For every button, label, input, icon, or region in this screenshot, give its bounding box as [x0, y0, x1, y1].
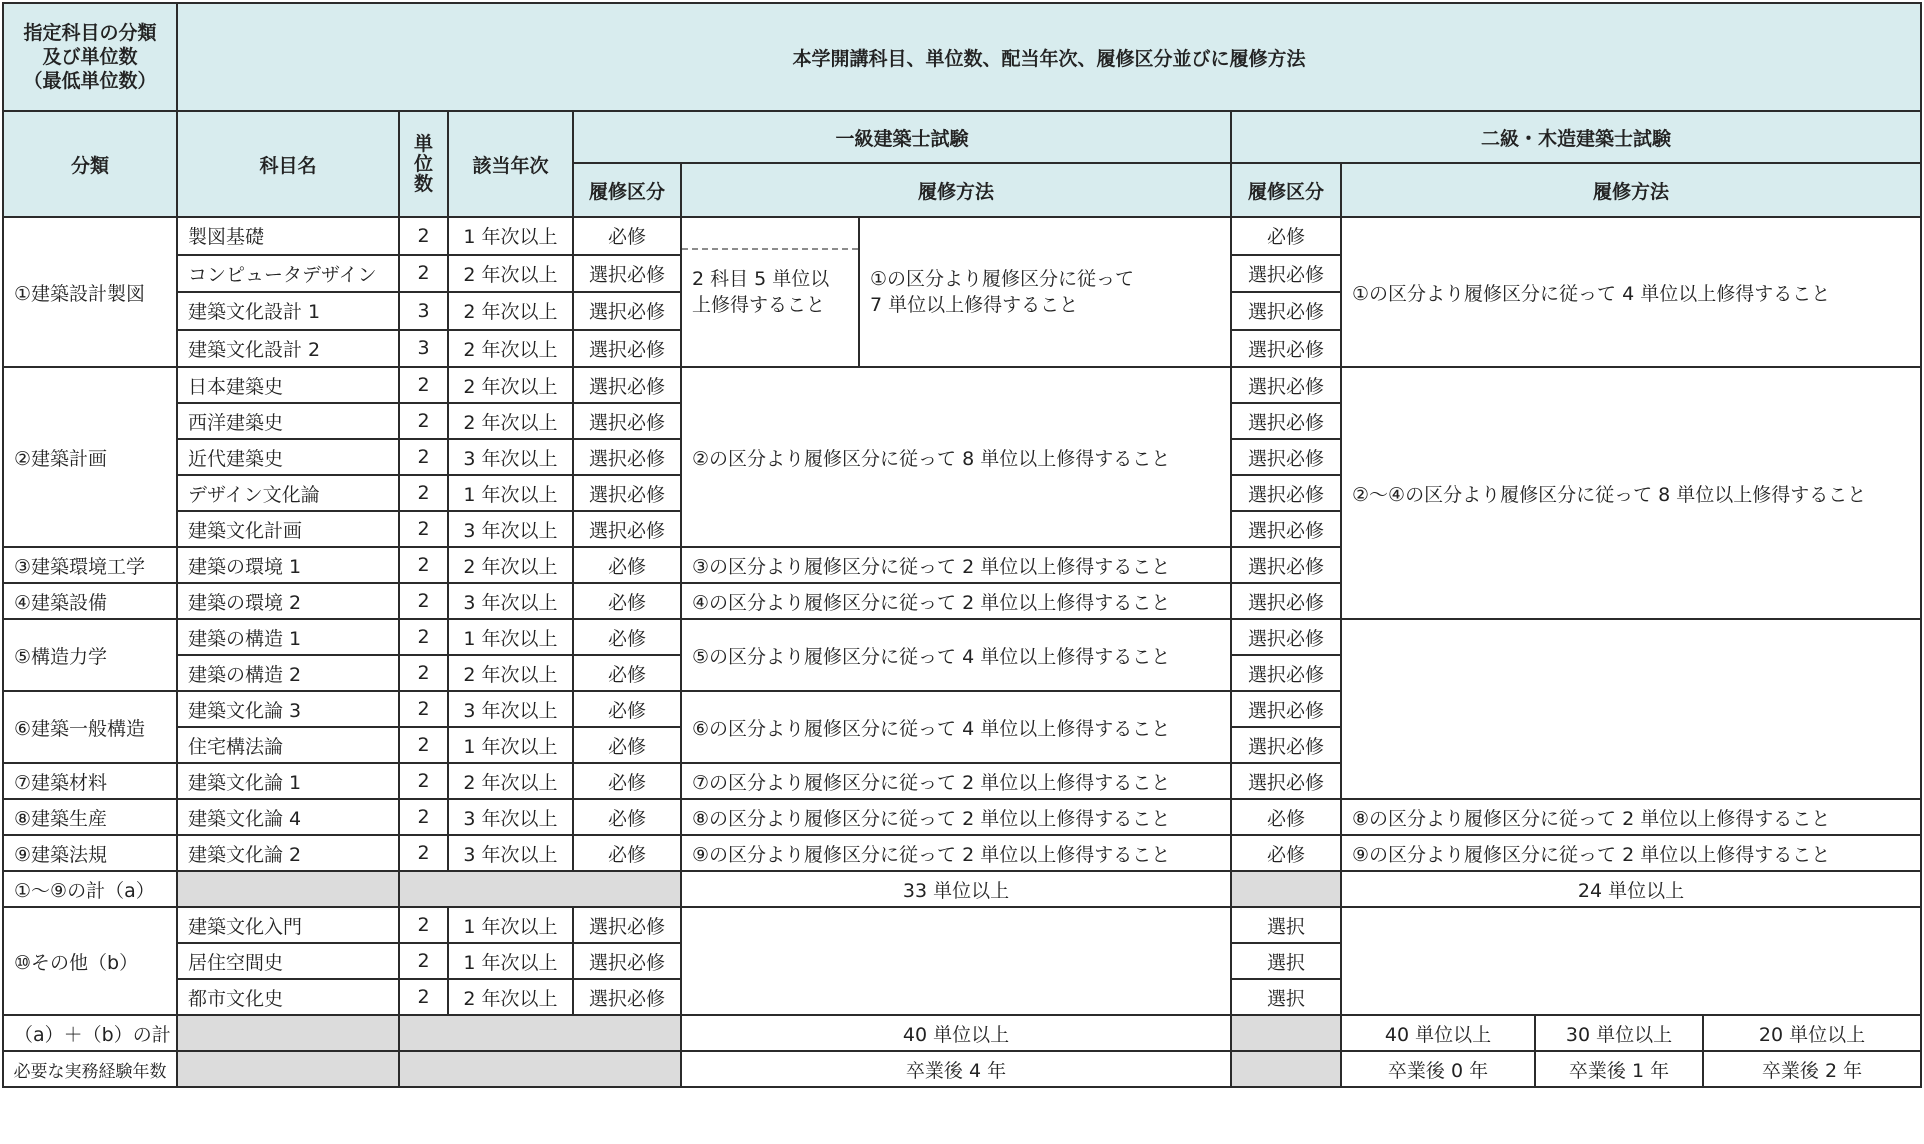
exam1-kubun: 選択必修: [573, 475, 681, 511]
col-year-header: 該当年次: [448, 111, 573, 217]
subject-name: 日本建築史: [177, 367, 399, 403]
units-value: 2: [399, 727, 448, 763]
curriculum-table: [2, 2, 1922, 1088]
exam1-kubun: 必修: [573, 619, 681, 655]
exam1-method-3: ③の区分より履修区分に従って 2 単位以上修得すること: [681, 547, 1231, 583]
category-cell: ④建築設備: [3, 583, 177, 619]
exam1-method-empty: [681, 907, 1231, 1015]
subject-name: 住宅構法論: [177, 727, 399, 763]
exam1-kubun: 必修: [573, 727, 681, 763]
year-value: 3 年次以上: [448, 835, 573, 871]
exam1-kubun: 必修: [573, 547, 681, 583]
units-value: 2: [399, 255, 448, 293]
exam2-kubun: 選択必修: [1231, 330, 1341, 368]
exam1-kubun: 必修: [573, 835, 681, 871]
exam2-method-header: 履修方法: [1341, 163, 1921, 217]
exam1-kubun: 選択必修: [573, 292, 681, 330]
exam2-kubun: 選択必修: [1231, 439, 1341, 475]
experience-exam1: 卒業後 4 年: [681, 1051, 1231, 1087]
exam1-kubun: 選択必修: [573, 439, 681, 475]
units-value: 2: [399, 475, 448, 511]
exam1-method-7: ⑦の区分より履修区分に従って 2 単位以上修得すること: [681, 763, 1231, 799]
units-value: 2: [399, 655, 448, 691]
year-value: 1 年次以上: [448, 907, 573, 943]
category-cell: ⑧建築生産: [3, 799, 177, 835]
sum-a-exam1: 33 単位以上: [681, 871, 1231, 907]
year-value: 1 年次以上: [448, 475, 573, 511]
exam2-kubun: 必修: [1231, 799, 1341, 835]
subject-name: 建築文化論 1: [177, 763, 399, 799]
exam2-kubun: 選択必修: [1231, 619, 1341, 655]
exam1-kubun: 必修: [573, 655, 681, 691]
exam2-kubun: 選択必修: [1231, 727, 1341, 763]
units-value: 2: [399, 439, 448, 475]
sum-ab-label: （a）＋（b）の計: [3, 1015, 177, 1051]
exam1-kubun: 必修: [573, 691, 681, 727]
exam2-kubun: 選択必修: [1231, 255, 1341, 293]
year-value: 2 年次以上: [448, 292, 573, 330]
exam2-kubun-header: 履修区分: [1231, 163, 1341, 217]
units-value: 3: [399, 330, 448, 368]
category-cell: ⑤構造力学: [3, 619, 177, 691]
exam1-kubun: 必修: [573, 763, 681, 799]
exam1-method-1b: ①の区分より履修区分に従って 7 単位以上修得すること: [859, 217, 1231, 367]
subject-name: 居住空間史: [177, 943, 399, 979]
subject-name: 建築文化設計 2: [177, 330, 399, 368]
subject-name: 建築の環境 2: [177, 583, 399, 619]
exam2-method-empty: [1341, 619, 1921, 799]
exam1-kubun: 必修: [573, 217, 681, 255]
exam2-kubun: 選択必修: [1231, 403, 1341, 439]
category-cell: ⑩その他（b）: [3, 907, 177, 1015]
category-cell: ③建築環境工学: [3, 547, 177, 583]
exam1-header: 一級建築士試験: [573, 111, 1231, 163]
exam2-kubun: 選択必修: [1231, 511, 1341, 547]
experience-exam2: 卒業後 0 年: [1341, 1051, 1535, 1087]
units-value: 2: [399, 691, 448, 727]
subject-name: 都市文化史: [177, 979, 399, 1015]
exam1-kubun: 必修: [573, 799, 681, 835]
sum-ab-exam1: 40 単位以上: [681, 1015, 1231, 1051]
exam1-kubun: 選択必修: [573, 255, 681, 293]
subject-name: 建築文化計画: [177, 511, 399, 547]
exam2-kubun: 選択必修: [1231, 367, 1341, 403]
experience-exam2: 卒業後 1 年: [1535, 1051, 1703, 1087]
units-value: 2: [399, 511, 448, 547]
exam2-kubun: 選択: [1231, 943, 1341, 979]
units-value: 2: [399, 835, 448, 871]
exam1-kubun: 選択必修: [573, 511, 681, 547]
category-cell: ⑦建築材料: [3, 763, 177, 799]
sum-ab-exam2: 40 単位以上: [1341, 1015, 1535, 1051]
shaded-cell: [1231, 1015, 1341, 1051]
exam2-method-empty: [1341, 907, 1921, 1015]
category-group-header: 指定科目の分類 及び単位数 （最低単位数）: [3, 3, 177, 111]
units-value: 2: [399, 799, 448, 835]
year-value: 1 年次以上: [448, 619, 573, 655]
units-value: 2: [399, 217, 448, 255]
year-value: 3 年次以上: [448, 439, 573, 475]
col-category-header: 分類: [3, 111, 177, 217]
exam1-method-6: ⑥の区分より履修区分に従って 4 単位以上修得すること: [681, 691, 1231, 763]
exam1-method-cell-a: [681, 217, 859, 367]
subject-name: 近代建築史: [177, 439, 399, 475]
exam2-method-8: ⑧の区分より履修区分に従って 2 単位以上修得すること: [1341, 799, 1921, 835]
exam1-kubun: 選択必修: [573, 403, 681, 439]
year-value: 2 年次以上: [448, 547, 573, 583]
exam1-kubun: 選択必修: [573, 330, 681, 368]
year-value: 2 年次以上: [448, 367, 573, 403]
year-value: 2 年次以上: [448, 330, 573, 368]
exam1-kubun-header: 履修区分: [573, 163, 681, 217]
shaded-cell: [1231, 1051, 1341, 1087]
year-value: 2 年次以上: [448, 763, 573, 799]
exam2-kubun: 選択必修: [1231, 292, 1341, 330]
exam1-method-5: ⑤の区分より履修区分に従って 4 単位以上修得すること: [681, 619, 1231, 691]
experience-exam2: 卒業後 2 年: [1703, 1051, 1921, 1087]
main-title: 本学開講科目、単位数、配当年次、履修区分並びに履修方法: [177, 3, 1921, 111]
exam1-method-9: ⑨の区分より履修区分に従って 2 単位以上修得すること: [681, 835, 1231, 871]
shaded-cell: [177, 1051, 399, 1087]
units-value: 2: [399, 619, 448, 655]
shaded-cell: [1231, 871, 1341, 907]
exam1-kubun: 選択必修: [573, 907, 681, 943]
sum-a-exam2: 24 単位以上: [1341, 871, 1921, 907]
exam1-kubun: 選択必修: [573, 367, 681, 403]
subject-name: コンピュータデザイン: [177, 255, 399, 293]
units-value: 2: [399, 547, 448, 583]
subject-name: 建築文化入門: [177, 907, 399, 943]
year-value: 3 年次以上: [448, 583, 573, 619]
sum-ab-exam2: 20 単位以上: [1703, 1015, 1921, 1051]
units-value: 2: [399, 367, 448, 403]
shaded-cell: [177, 1015, 399, 1051]
subject-name: デザイン文化論: [177, 475, 399, 511]
shaded-cell: [399, 1015, 681, 1051]
exam1-kubun: 必修: [573, 583, 681, 619]
exam1-method-header: 履修方法: [681, 163, 1231, 217]
exam2-kubun: 選択必修: [1231, 691, 1341, 727]
exam1-method-2: ②の区分より履修区分に従って 8 単位以上修得すること: [681, 367, 1231, 547]
exam2-method-2: ②〜④の区分より履修区分に従って 8 単位以上修得すること: [1341, 367, 1921, 619]
sum-ab-exam2: 30 単位以上: [1535, 1015, 1703, 1051]
category-cell: ⑨建築法規: [3, 835, 177, 871]
units-value: 2: [399, 403, 448, 439]
col-subject-header: 科目名: [177, 111, 399, 217]
year-value: 1 年次以上: [448, 943, 573, 979]
dashed-divider: [682, 248, 858, 250]
shaded-cell: [399, 871, 681, 907]
year-value: 3 年次以上: [448, 511, 573, 547]
exam2-header: 二級・木造建築士試験: [1231, 111, 1921, 163]
exam1-method-4: ④の区分より履修区分に従って 2 単位以上修得すること: [681, 583, 1231, 619]
units-value: 2: [399, 907, 448, 943]
units-value: 2: [399, 979, 448, 1015]
year-value: 3 年次以上: [448, 691, 573, 727]
units-value: 3: [399, 292, 448, 330]
exam1-method-8: ⑧の区分より履修区分に従って 2 単位以上修得すること: [681, 799, 1231, 835]
year-value: 1 年次以上: [448, 727, 573, 763]
experience-label: 必要な実務経験年数: [3, 1051, 177, 1087]
exam2-method-1: ①の区分より履修区分に従って 4 単位以上修得すること: [1341, 217, 1921, 367]
year-value: 1 年次以上: [448, 217, 573, 255]
shaded-cell: [399, 1051, 681, 1087]
exam1-method-1a: 2 科目 5 単位以上修得すること: [692, 268, 830, 316]
year-value: 2 年次以上: [448, 255, 573, 293]
exam2-kubun: 選択: [1231, 979, 1341, 1015]
col-units-header: 単 位 数: [399, 111, 448, 217]
sum-a-label: ①〜⑨の計（a）: [3, 871, 177, 907]
subject-name: 建築文化論 2: [177, 835, 399, 871]
units-value: 2: [399, 943, 448, 979]
year-value: 2 年次以上: [448, 403, 573, 439]
year-value: 3 年次以上: [448, 799, 573, 835]
subject-name: 建築文化設計 1: [177, 292, 399, 330]
year-value: 2 年次以上: [448, 979, 573, 1015]
units-value: 2: [399, 583, 448, 619]
exam2-kubun: 必修: [1231, 217, 1341, 255]
exam2-kubun: 選択: [1231, 907, 1341, 943]
category-cell: ②建築計画: [3, 367, 177, 547]
subject-name: 建築文化論 4: [177, 799, 399, 835]
exam2-kubun: 選択必修: [1231, 475, 1341, 511]
subject-name: 西洋建築史: [177, 403, 399, 439]
exam2-kubun: 選択必修: [1231, 583, 1341, 619]
category-cell: ⑥建築一般構造: [3, 691, 177, 763]
exam1-kubun: 選択必修: [573, 943, 681, 979]
exam2-kubun: 必修: [1231, 835, 1341, 871]
subject-name: 建築文化論 3: [177, 691, 399, 727]
category-cell: ①建築設計製図: [3, 217, 177, 367]
subject-name: 建築の環境 1: [177, 547, 399, 583]
exam2-kubun: 選択必修: [1231, 763, 1341, 799]
year-value: 2 年次以上: [448, 655, 573, 691]
units-value: 2: [399, 763, 448, 799]
exam2-kubun: 選択必修: [1231, 655, 1341, 691]
exam1-kubun: 選択必修: [573, 979, 681, 1015]
subject-name: 建築の構造 1: [177, 619, 399, 655]
subject-name: 製図基礎: [177, 217, 399, 255]
exam2-method-9: ⑨の区分より履修区分に従って 2 単位以上修得すること: [1341, 835, 1921, 871]
exam2-kubun: 選択必修: [1231, 547, 1341, 583]
subject-name: 建築の構造 2: [177, 655, 399, 691]
shaded-cell: [177, 871, 399, 907]
